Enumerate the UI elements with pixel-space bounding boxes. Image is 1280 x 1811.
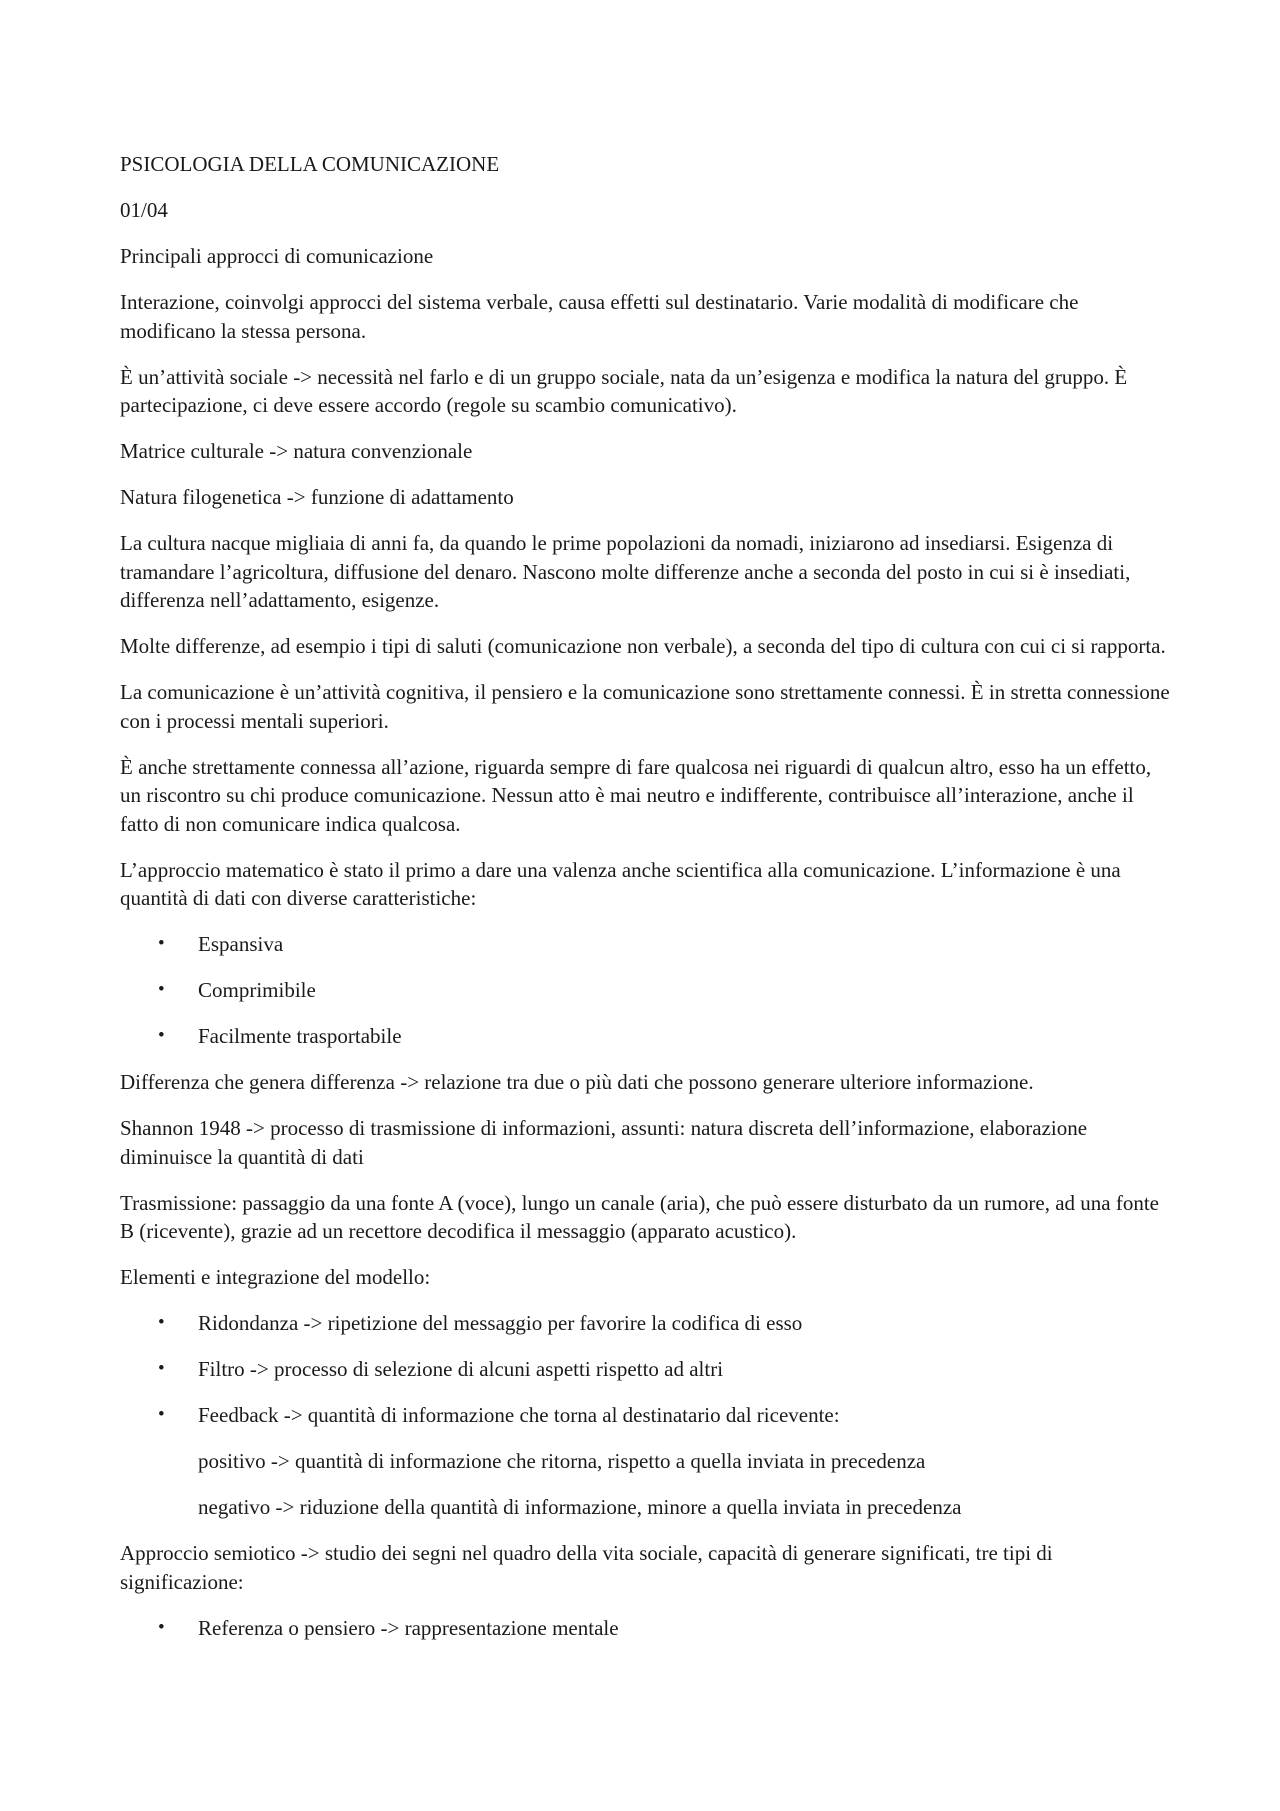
paragraph-math-approach: L’approccio matematico è stato il primo a dare una valenza anche scientifica alla comunicazione. L’informazione è una quantità di dati con diverse caratteristiche: bbox=[120, 857, 1121, 910]
paragraph-approaches: Principali approcci di comunicazione bbox=[120, 244, 434, 268]
paragraph-cultural-matrix: Matrice culturale -> natura convenzionale bbox=[120, 439, 473, 463]
list-item bbox=[120, 930, 1170, 959]
list-item bbox=[120, 1022, 1170, 1051]
bullet-icon: • bbox=[158, 1616, 165, 1638]
list-item bbox=[120, 1614, 1170, 1643]
bullet-icon: • bbox=[158, 1404, 165, 1425]
document-date: 01/04 bbox=[120, 198, 168, 222]
list-item bbox=[120, 1309, 1170, 1338]
bullet-icon: • bbox=[158, 933, 165, 954]
paragraph-difference: Differenza che genera differenza -> relazione tra due o più dati che possono generare ulteriore informazione. bbox=[120, 1070, 1034, 1094]
bullet-icon: • bbox=[158, 1312, 165, 1333]
paragraph-interaction: Interazione, coinvolgi approcci del sistema verbale, causa effetti sul destinatario. Varie modalità di modificare che modificano la stessa persona. bbox=[120, 290, 1079, 343]
characteristics-list bbox=[120, 930, 1170, 1051]
list-item-text: Espansiva bbox=[198, 932, 284, 956]
list-item bbox=[120, 1401, 1170, 1430]
paragraph-cognitive: La comunicazione è un’attività cognitiva, il pensiero e la comunicazione sono strettamente connessi. È in stretta connessione con i processi mentali superiori. bbox=[120, 680, 1170, 733]
paragraph-model-elements: Elementi e integrazione del modello: bbox=[120, 1265, 431, 1289]
list-item-text: Facilmente trasportabile bbox=[198, 1024, 402, 1048]
paragraph-social-activity: È un’attività sociale -> necessità nel farlo e di un gruppo sociale, nata da un’esigenza e modifica la natura del gruppo. È partecipazione, ci deve essere accordo (regole su scambio comunicativo). bbox=[120, 364, 1128, 417]
paragraph-culture-origin: La cultura nacque migliaia di anni fa, da quando le prime popolazioni da nomadi, iniziarono ad insediarsi. Esigenza di tramandare l’agricoltura, diffusione del denaro. Nascono molte differenze anche a seconda del posto in cui si è insediati, differenza nell’adattamento, esigenze. bbox=[120, 531, 1131, 612]
document-body bbox=[120, 150, 1170, 1660]
paragraph-phylogenetic: Natura filogenetica -> funzione di adattamento bbox=[120, 485, 514, 509]
bullet-icon: • bbox=[158, 979, 165, 1000]
bullet-icon: • bbox=[158, 1358, 165, 1379]
signification-list bbox=[120, 1614, 1170, 1643]
paragraph-shannon: Shannon 1948 -> processo di trasmissione di informazioni, assunti: natura discreta dell’informazione, elaborazione diminuisce la quantità di dati bbox=[120, 1116, 1088, 1169]
feedback-negative: negativo -> riduzione della quantità di informazione, minore a quella inviata in precedenza bbox=[198, 1495, 962, 1519]
model-elements-list bbox=[120, 1309, 1170, 1430]
list-item bbox=[120, 976, 1170, 1005]
list-item-text: Ridondanza -> ripetizione del messaggio per favorire la codifica di esso bbox=[198, 1311, 803, 1335]
list-item bbox=[120, 1355, 1170, 1384]
paragraph-semiotic: Approccio semiotico -> studio dei segni nel quadro della vita sociale, capacità di generare significati, tre tipi di significazione: bbox=[120, 1541, 1053, 1594]
list-item-text: Feedback -> quantità di informazione che torna al destinatario dal ricevente: bbox=[198, 1403, 840, 1427]
list-item-text: Filtro -> processo di selezione di alcuni aspetti rispetto ad altri bbox=[198, 1357, 724, 1381]
paragraph-transmission: Trasmissione: passaggio da una fonte A (voce), lungo un canale (aria), che può essere disturbato da un rumore, ad una fonte B (ricevente), grazie ad un recettore decodifica il messaggio (apparato acustico). bbox=[120, 1190, 1160, 1243]
feedback-positive: positivo -> quantità di informazione che ritorna, rispetto a quella inviata in precedenza bbox=[198, 1449, 926, 1473]
paragraph-action: È anche strettamente connessa all’azione, riguarda sempre di fare qualcosa nei riguardi di qualcun altro, esso ha un effetto, un riscontro su chi produce comunicazione. Nessun atto è mai neutro e indifferente, contribuisce all’interazione, anche il fatto di non comunicare indica qualcosa. bbox=[120, 754, 1152, 836]
list-item-text: Referenza o pensiero -> rappresentazione mentale bbox=[198, 1615, 619, 1640]
bullet-icon: • bbox=[158, 1025, 165, 1046]
paragraph-differences: Molte differenze, ad esempio i tipi di saluti (comunicazione non verbale), a seconda del tipo di cultura con cui ci si rapporta. bbox=[120, 634, 1166, 658]
list-item-text: Comprimibile bbox=[198, 978, 316, 1002]
document-title: PSICOLOGIA DELLA COMUNICAZIONE bbox=[120, 152, 500, 176]
